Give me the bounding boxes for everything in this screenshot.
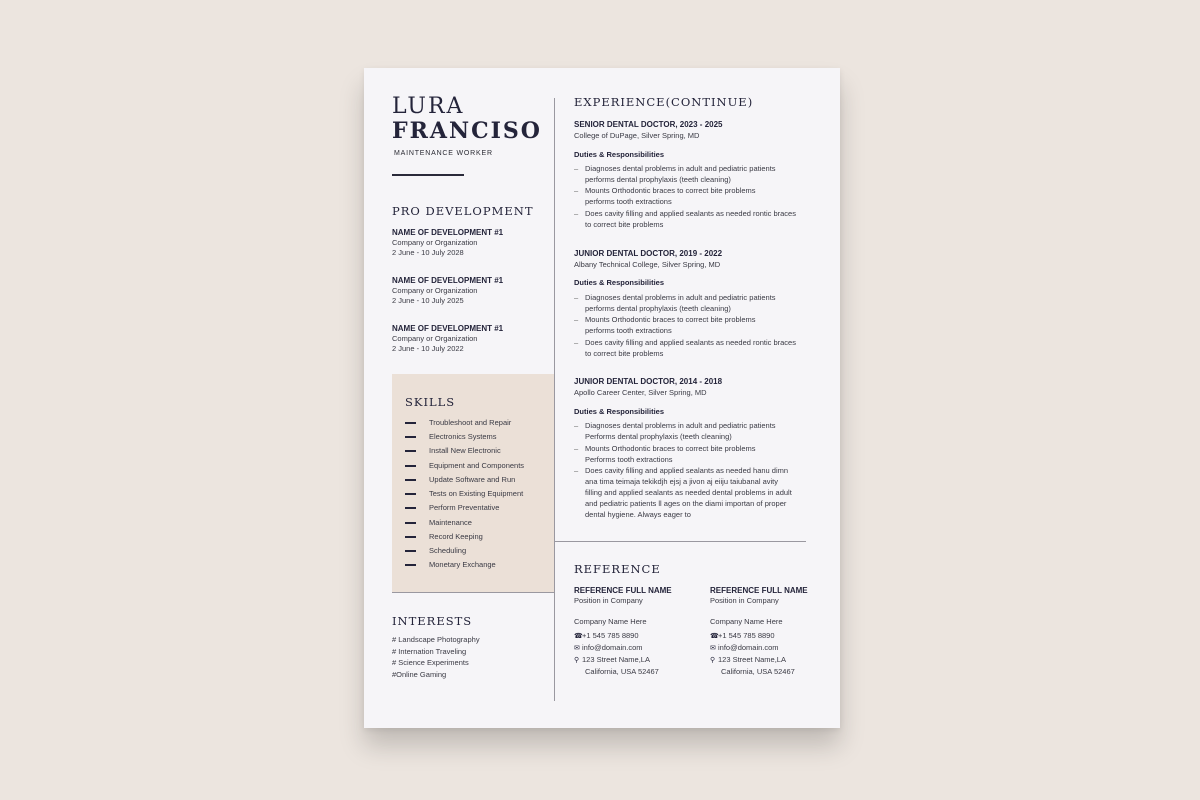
location-pin-icon: ⚲ bbox=[710, 657, 716, 664]
skill-label: Tests on Existing Equipment bbox=[429, 489, 524, 498]
skill-bullet bbox=[405, 422, 416, 424]
development-dates: 2 June - 10 July 2028 bbox=[392, 247, 464, 257]
duty-item bbox=[574, 208, 814, 230]
duty-line: Does cavity filling and applied sealants as needed hanu dimn bbox=[585, 466, 789, 475]
job-place: Albany Technical College, Silver Spring, MD bbox=[574, 260, 721, 269]
duty-line: performs dental prophylaxis (teeth cleaning) bbox=[585, 304, 731, 313]
job-title: SENIOR DENTAL DOCTOR, 2023 - 2025 bbox=[574, 120, 723, 129]
development-name: NAME OF DEVELOPMENT #1 bbox=[392, 276, 504, 285]
skill-label: Update Software and Run bbox=[429, 475, 516, 484]
skill-bullet bbox=[405, 479, 416, 481]
skill-label: Perform Preventative bbox=[429, 503, 500, 512]
skill-bullet bbox=[405, 465, 416, 467]
phone-icon: ☎ bbox=[710, 633, 719, 640]
first-name: LURA bbox=[392, 94, 465, 119]
skills-box bbox=[392, 374, 554, 593]
skill-bullet bbox=[405, 564, 416, 566]
dash-icon: – bbox=[574, 466, 579, 475]
skill-label: Equipment and Components bbox=[429, 461, 525, 470]
skills-bottom-divider bbox=[392, 592, 554, 593]
resume-page bbox=[364, 68, 840, 728]
reference-address-2: California, USA 52467 bbox=[721, 667, 795, 676]
duty-line: to correct bite problems bbox=[585, 349, 664, 358]
duty-item bbox=[574, 443, 814, 465]
duty-item bbox=[574, 163, 814, 185]
skill-bullet bbox=[405, 493, 416, 495]
duty-line: performs tooth extractions bbox=[585, 326, 672, 335]
duty-line: performs tooth extractions bbox=[585, 197, 672, 206]
duties-label: Duties & Responsibilities bbox=[574, 407, 665, 416]
reference-phone: +1 545 785 8890 bbox=[582, 631, 639, 640]
duty-line: Does cavity filling and applied sealants as needed rontic braces bbox=[585, 209, 796, 218]
development-item bbox=[392, 324, 503, 353]
dash-icon: – bbox=[574, 209, 579, 218]
reference-title: REFERENCE bbox=[574, 562, 661, 576]
reference-address: 123 Street Name,LA bbox=[582, 655, 650, 664]
development-dates: 2 June - 10 July 2025 bbox=[392, 295, 464, 305]
reference-name: REFERENCE FULL NAME bbox=[574, 586, 672, 595]
interest-item: # Science Experiments bbox=[392, 658, 469, 667]
reference-divider bbox=[554, 541, 806, 542]
email-icon: ✉ bbox=[710, 645, 716, 652]
skills-title: SKILLS bbox=[405, 395, 456, 409]
last-name: FRANCISO bbox=[392, 118, 542, 144]
dash-icon: – bbox=[574, 421, 579, 430]
development-item bbox=[392, 228, 503, 257]
duty-line: Mounts Orthodontic braces to correct bite problems bbox=[585, 315, 756, 324]
reference-card bbox=[574, 586, 704, 677]
experience-title: EXPERIENCE(CONTINUE) bbox=[574, 95, 754, 109]
development-name: NAME OF DEVELOPMENT #1 bbox=[392, 324, 504, 333]
skill-label: Monetary Exchange bbox=[429, 560, 496, 569]
interest-item: # Internation Traveling bbox=[392, 646, 467, 656]
development-name: NAME OF DEVELOPMENT #1 bbox=[392, 228, 504, 237]
duty-line: Diagnoses dental problems in adult and pediatric patients bbox=[585, 421, 776, 430]
job-title: JUNIOR DENTAL DOCTOR, 2019 - 2022 bbox=[574, 249, 723, 258]
development-org: Company or Organization bbox=[392, 286, 478, 295]
phone-icon: ☎ bbox=[574, 633, 583, 640]
duty-line: Diagnoses dental problems in adult and pediatric patients bbox=[585, 164, 776, 173]
skill-label: Install New Electronic bbox=[429, 446, 501, 455]
reference-phone: +1 545 785 8890 bbox=[718, 631, 775, 640]
duty-line: and pediatric patients ll ages on the diami importan of proper bbox=[585, 499, 787, 508]
reference-company: Company Name Here bbox=[574, 617, 647, 626]
interests-title: INTERESTS bbox=[392, 614, 473, 628]
duty-line: Diagnoses dental problems in adult and pediatric patients bbox=[585, 293, 776, 302]
duties-label: Duties & Responsibilities bbox=[574, 278, 665, 287]
reference-email: info@domain.com bbox=[718, 643, 779, 652]
duty-item bbox=[574, 292, 814, 314]
skill-bullet bbox=[405, 507, 416, 509]
duty-line: Mounts Orthodontic braces to correct bite problems bbox=[585, 444, 756, 453]
dash-icon: – bbox=[574, 338, 579, 347]
skill-bullet bbox=[405, 550, 416, 552]
duty-item bbox=[574, 465, 814, 523]
skill-label: Maintenance bbox=[429, 518, 472, 527]
development-item bbox=[392, 276, 503, 305]
development-dates: 2 June - 10 July 2022 bbox=[392, 343, 464, 353]
job-place: Apollo Career Center, Silver Spring, MD bbox=[574, 388, 707, 397]
column-divider bbox=[554, 98, 555, 701]
email-icon: ✉ bbox=[574, 645, 580, 652]
skill-bullet bbox=[405, 436, 416, 438]
reference-name: REFERENCE FULL NAME bbox=[710, 586, 808, 595]
skill-bullet bbox=[405, 522, 416, 524]
reference-address-2: California, USA 52467 bbox=[585, 667, 659, 676]
skill-label: Record Keeping bbox=[429, 532, 483, 541]
duty-item bbox=[574, 314, 814, 336]
duty-line: filling and applied sealants as needed dental problems in adult bbox=[585, 488, 792, 497]
reference-company: Company Name Here bbox=[710, 617, 783, 626]
dash-icon: – bbox=[574, 293, 579, 302]
job-title: JUNIOR DENTAL DOCTOR, 2014 - 2018 bbox=[574, 377, 723, 386]
reference-card bbox=[710, 586, 830, 677]
location-pin-icon: ⚲ bbox=[574, 657, 580, 664]
name-underline bbox=[392, 174, 464, 176]
dash-icon: – bbox=[574, 164, 579, 173]
interest-item: #Online Gaming bbox=[392, 669, 447, 679]
dash-icon: – bbox=[574, 315, 579, 324]
reference-position: Position in Company bbox=[574, 596, 643, 605]
reference-position: Position in Company bbox=[710, 596, 779, 605]
reference-email: info@domain.com bbox=[582, 643, 643, 652]
duty-line: to correct bite problems bbox=[585, 220, 664, 229]
interest-item: # Landscape Photography bbox=[392, 635, 480, 644]
development-org: Company or Organization bbox=[392, 238, 478, 247]
development-org: Company or Organization bbox=[392, 334, 478, 343]
skill-label: Troubleshoot and Repair bbox=[429, 418, 512, 427]
duty-line: Performs tooth extractions bbox=[585, 455, 673, 464]
job-role: MAINTENANCE WORKER bbox=[394, 150, 493, 157]
skill-bullet bbox=[405, 536, 416, 538]
duty-line: Mounts Orthodontic braces to correct bite problems bbox=[585, 186, 756, 195]
reference-address: 123 Street Name,LA bbox=[718, 655, 786, 664]
duty-item bbox=[574, 185, 814, 207]
duty-line: performs dental prophylaxis (teeth cleaning) bbox=[585, 175, 731, 184]
duty-item bbox=[574, 420, 814, 442]
dash-icon: – bbox=[574, 186, 579, 195]
pro-development-title: PRO DEVELOPMENT bbox=[392, 204, 534, 218]
skill-label: Scheduling bbox=[429, 546, 467, 555]
duty-line: Does cavity filling and applied sealants as needed rontic braces bbox=[585, 338, 796, 347]
dash-icon: – bbox=[574, 444, 579, 453]
duties-label: Duties & Responsibilities bbox=[574, 150, 665, 159]
duty-line: ana tima teimaja tekikdjh ejsj a jivon aj eiiju taiubanal avity bbox=[585, 477, 779, 486]
duty-line: dental hygiene. Always eager to bbox=[585, 510, 691, 519]
skill-bullet bbox=[405, 450, 416, 452]
interests-list bbox=[392, 634, 480, 680]
duty-line: Performs dental prophylaxis (teeth cleaning) bbox=[585, 432, 732, 441]
duty-item bbox=[574, 337, 814, 359]
skill-label: Electronics Systems bbox=[429, 432, 497, 441]
job-place: College of DuPage, Silver Spring, MD bbox=[574, 131, 700, 140]
